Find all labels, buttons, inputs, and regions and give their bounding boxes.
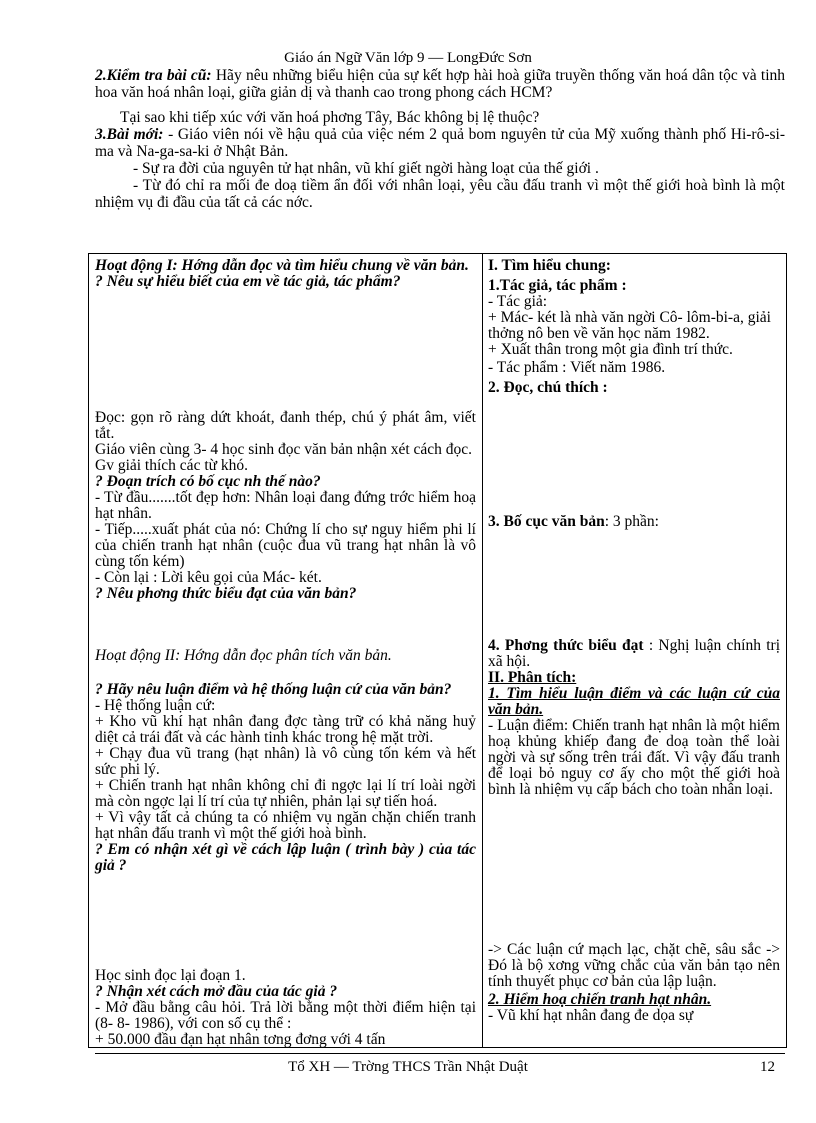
new-lesson-text: - Giáo viên nói về hậu quả của việc ném 2 quả bom nguyên tử của Mỹ xuống thành phố Hi-rô-si-ma và Na-ga-sa-ki ở Nhật Bản. bbox=[95, 126, 785, 160]
section-2-title: II. Phân tích: bbox=[488, 669, 577, 686]
author-detail-1: + Mác- két là nhà văn ngời Cô- lôm-bi-a, giải thởng nô ben về văn học năm 1982. bbox=[488, 309, 771, 342]
teacher-vocab: Gv giải thích các từ khó. bbox=[95, 457, 249, 474]
argument-assessment: -> Các luận cứ mạch lạc, chặt chẽ, sâu sắc -> Đó là bộ xơng vững chắc của văn bản tạo nên tính thuyết phục cơ bản của lập luận. bbox=[488, 941, 780, 990]
new-lesson-label: 3.Bài mới: bbox=[95, 126, 164, 143]
general-block bbox=[488, 258, 780, 396]
review-label: 2.Kiểm tra bài cũ: bbox=[95, 67, 212, 84]
structure-part-1: - Từ đầu.......tốt đẹp hơn: Nhân loại đang đứng trớc hiểm hoạ hạt nhân. bbox=[95, 489, 476, 522]
activity-2-block bbox=[95, 648, 476, 664]
question-reasoning: ? Em có nhận xét gì về cách lập luận ( trình bày ) của tác giả ? bbox=[95, 841, 476, 874]
structure-heading bbox=[488, 514, 780, 530]
opening-answer-2: + 50.000 đầu đạn hạt nhân tơng đơng với 4 tấn bbox=[95, 1031, 386, 1047]
student-reread: Học sinh đọc lại đoạn 1. bbox=[95, 967, 246, 984]
expression-block bbox=[488, 638, 780, 798]
footer-divider bbox=[95, 1053, 785, 1054]
activity-1-block bbox=[95, 258, 476, 290]
structure-value: : 3 phần: bbox=[604, 513, 659, 530]
lesson-table bbox=[88, 253, 787, 1048]
reading-heading: 2. Đọc, chú thích : bbox=[488, 379, 608, 396]
argument-system-title: - Hệ thống luận cứ: bbox=[95, 697, 216, 714]
argument-2: + Chạy đua vũ trang (hạt nhân) là vô cùng tốn kém và hết sức phi lý. bbox=[95, 745, 476, 778]
question-argument: ? Hãy nêu luận điểm và hệ thống luận cứ của văn bản? bbox=[95, 681, 452, 698]
argument-heading: 1. Tìm hiểu luận điểm và các luận cứ của văn bản. bbox=[488, 685, 780, 718]
question-structure: ? Đoạn trích có bố cục nh thế nào? bbox=[95, 473, 321, 490]
analysis-block bbox=[95, 682, 476, 874]
page-number: 12 bbox=[760, 1059, 775, 1075]
question-expression: ? Nêu phơng thức biểu đạt của văn bản? bbox=[95, 585, 357, 602]
question-opening: ? Nhận xét cách mở đầu của tác giả ? bbox=[95, 983, 338, 1000]
review-paragraph bbox=[95, 67, 785, 101]
danger-text: - Vũ khí hạt nhân đang đe dọa sự bbox=[488, 1007, 694, 1024]
main-argument: - Luận điểm: Chiến tranh hạt nhân là một hiểm hoạ khủng khiếp đang đe doạ toàn thể loài ngời và sự sống trên trái đất. Vì vậy đấu tranh để loại bỏ nguy cơ ấy cho một thế giới hoà bình là nhiệm vụ cấp bách cho toàn nhân loại. bbox=[488, 717, 780, 798]
teacher-reading: Giáo viên cùng 3- 4 học sinh đọc văn bản nhận xét cách đọc. bbox=[95, 441, 473, 458]
new-lesson-line-3: - Từ đó chỉ ra mối đe doạ tiềm ẩn đối với nhân loại, yêu cầu đấu tranh vì một thế giới hoà bình là một nhiệm vụ đi đầu của tất cả các nớc. bbox=[95, 177, 785, 211]
question-author-work: ? Nêu sự hiểu biết của em về tác giả, tác phẩm? bbox=[95, 273, 401, 290]
danger-heading: 2. Hiểm hoạ chiến tranh hạt nhân. bbox=[488, 991, 712, 1008]
review-question: Tại sao khi tiếp xúc với văn hoá phơng Tây, Bác không bị lệ thuộc? bbox=[120, 109, 540, 126]
section-1-title: I. Tìm hiểu chung: bbox=[488, 257, 611, 274]
structure-part-3: - Còn lại : Lời kêu gọi của Mác- két. bbox=[95, 569, 322, 586]
activity-1-title: Hoạt động I: Hớng dẫn đọc và tìm hiểu chung về văn bản. bbox=[95, 257, 469, 274]
activity-2-title: Hoạt động II: Hớng dẫn đọc phân tích văn bản. bbox=[95, 647, 392, 664]
structure-part-2: - Tiếp.....xuất phát của nó: Chứng lí cho sự nguy hiểm phi lí của chiến tranh hạt nhân (cuộc đua vũ trang hạt nhân là vô cùng tốn kém) bbox=[95, 521, 476, 570]
reading-block bbox=[95, 410, 476, 602]
argument-3: + Chiến tranh hạt nhân không chỉ đi ngợc lại lí trí loài ngời mà còn ngợc lại lí trí của tự nhiên, phản lại sự tiến hoá. bbox=[95, 777, 476, 810]
reading-guide: Đọc: gọn rõ ràng dứt khoát, đanh thép, chú ý phát âm, viết tắt. bbox=[95, 409, 476, 442]
new-lesson-paragraph bbox=[95, 126, 785, 160]
author-detail-2: + Xuất thân trong một gia đình trí thức. bbox=[488, 341, 733, 358]
argument-4: + Vì vậy tất cả chúng ta có nhiệm vụ ngăn chặn chiến tranh hạt nhân đấu tranh vì một thế giới hoà bình. bbox=[95, 809, 476, 842]
structure-block bbox=[488, 514, 780, 530]
author-work-heading: 1.Tác giả, tác phẩm : bbox=[488, 277, 627, 294]
author-label: - Tác giả: bbox=[488, 293, 548, 310]
content-column bbox=[483, 254, 786, 1047]
lesson-intro bbox=[95, 67, 785, 211]
structure-label: 3. Bố cục văn bản bbox=[488, 513, 605, 530]
expression-value: : Nghị luận chính trị xã hội. bbox=[488, 637, 781, 670]
review-text: Hãy nêu những biểu hiện của sự kết hợp hài hoà giữa truyền thống văn hoá dân tộc và tinh hoa văn hoá nhân loại, giữa giản dị và thanh cao trong phong cách HCM? bbox=[95, 67, 785, 101]
activity-column bbox=[89, 254, 483, 1047]
opening-block bbox=[95, 968, 476, 1047]
expression-heading bbox=[488, 638, 780, 670]
opening-answer-1: - Mở đầu bằng câu hỏi. Trả lời bằng một thời điểm hiện tại (8- 8- 1986), với con số cụ thể : bbox=[95, 999, 476, 1032]
expression-label: 4. Phơng thức biểu đạt bbox=[488, 637, 644, 654]
assessment-block bbox=[488, 942, 780, 1024]
page-footer: Tổ XH — Trờng THCS Trần Nhật Duật bbox=[288, 1059, 528, 1075]
new-lesson-line-2: - Sự ra đời của nguyên tử hạt nhân, vũ khí giết ngời hàng loạt của thế giới . bbox=[133, 160, 599, 177]
work-detail: - Tác phẩm : Viết năm 1986. bbox=[488, 359, 666, 376]
page-header: Giáo án Ngữ Văn lớp 9 — LongĐức Sơn bbox=[284, 50, 532, 66]
argument-1: + Kho vũ khí hạt nhân đang đợc tàng trữ có khả năng huỷ diệt cả trái đất và các hành tinh khác trong hệ mặt trời. bbox=[95, 713, 476, 746]
